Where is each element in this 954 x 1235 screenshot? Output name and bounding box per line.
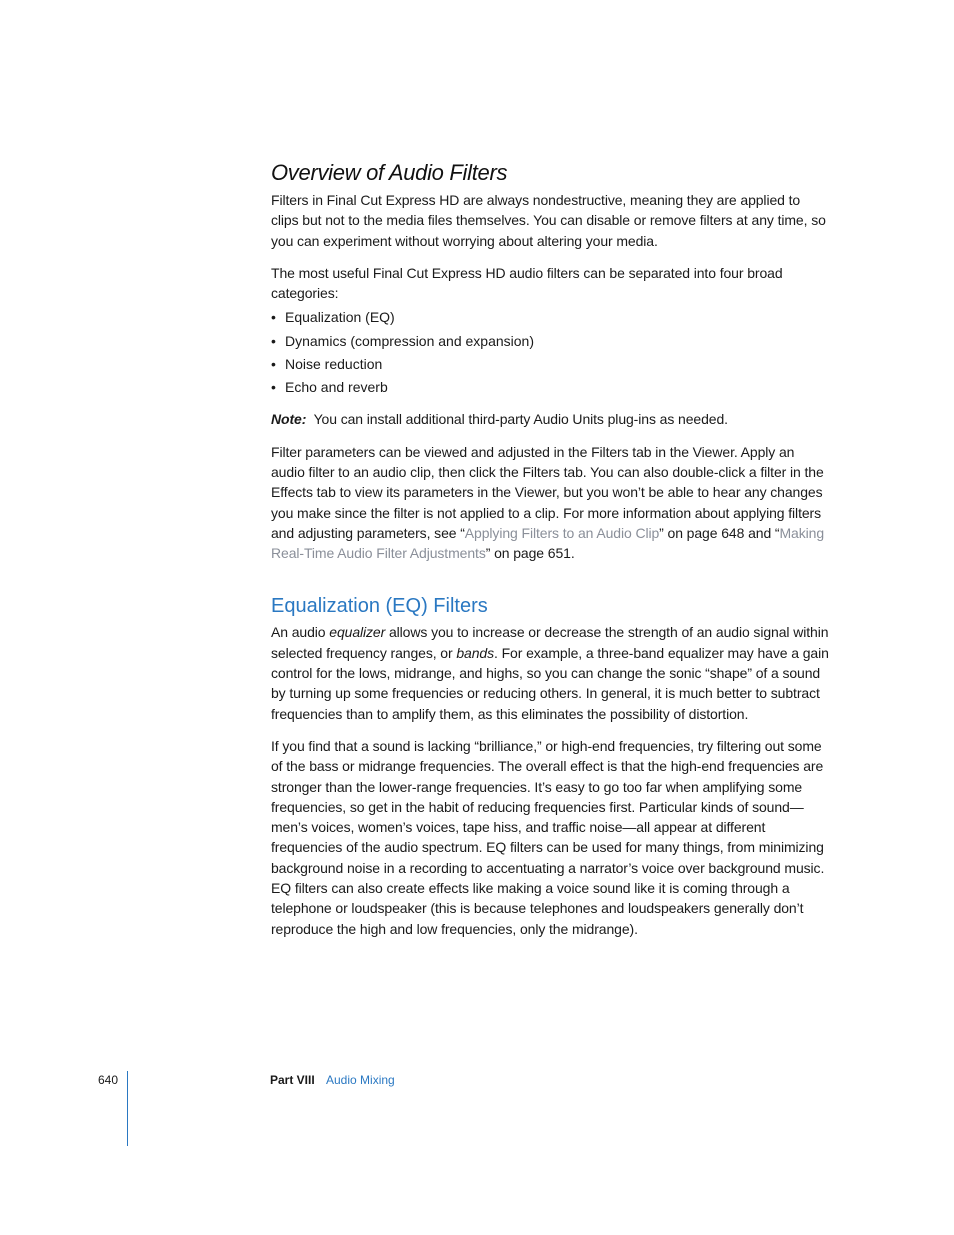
page-number: 640 bbox=[98, 1073, 119, 1087]
link-applying-filters[interactable]: Applying Filters to an Audio Clip bbox=[464, 524, 660, 541]
section-title-eq: Equalization (EQ) Filters bbox=[271, 595, 488, 618]
list-item bbox=[271, 354, 831, 374]
link-realtime-adjustments[interactable]: Making Real-Time Audio Filter Adjustments bbox=[271, 524, 825, 562]
paragraph-eq-1 bbox=[271, 622, 831, 723]
section-title-overview: Overview of Audio Filters bbox=[271, 160, 508, 185]
paragraph-eq-2: If you find that a sound is lacking “brilliance,” or high-end frequencies, try filtering out some of the bass or midrange frequencies. The overall effect is that the high-end frequencies are stronger than the lower-range frequencies. It’s easy to go too far when amplifying some frequencies, so get in the habit of reducing frequencies first. Particular kinds of sound—men’s voices, women’s voices, tape hiss, and traffic noise—all appear at different frequencies of the audio spectrum. EQ filters can be used for many things, from minimizing background noise in a recording to accentuating a narrator’s voice over background music. EQ filters can also create effects like making a voice sound like it is coming through a telephone or loudspeaker (this is because telephones and loudspeakers generally don’t reproduce the high and low frequencies, only the midrange). bbox=[271, 737, 825, 937]
bullet-icon: • bbox=[271, 379, 276, 396]
list-item-text: Dynamics (compression and expansion) bbox=[285, 332, 534, 349]
list-item bbox=[271, 331, 831, 351]
paragraph-text: ” on page 651. bbox=[485, 545, 575, 562]
list-item bbox=[271, 377, 831, 397]
paragraph-text: Filter parameters can be viewed and adjusted in the Filters tab in the Viewer. Apply an audio filter to an audio clip, then click the Filters tab. You can also double-click a filter in the Effects tab to view its parameters in the Viewer, but you won’t be able to hear any changes you make since the filter is not applied to a clip. For more information about applying filters and adjusting parameters, see “ bbox=[271, 443, 824, 541]
note-paragraph bbox=[271, 409, 831, 429]
paragraph-text: allows you to increase or decrease the strength of an audio signal within selected frequency ranges, or bbox=[271, 624, 829, 661]
term-equalizer: equalizer bbox=[329, 624, 386, 641]
paragraph-text: . For example, a three-band equalizer may have a gain control for the lows, midrange, and highs, so you can change the sonic “shape” of a sound by turning up some frequencies or reducing others. In general, it is much better to subtract frequencies than to amplify them, as this eliminates the possibility of distortion. bbox=[271, 644, 829, 722]
paragraph-overview-1: Filters in Final Cut Express HD are always nondestructive, meaning they are applied to clips but not to the media files themselves. You can disable or remove filters at any time, so you can experiment without worrying about altering your media. bbox=[271, 192, 826, 249]
note-label: Note: bbox=[271, 411, 307, 428]
bullet-icon: • bbox=[271, 356, 276, 373]
footer-divider bbox=[127, 1071, 128, 1146]
bullet-icon: • bbox=[271, 332, 276, 349]
paragraph-overview-3 bbox=[271, 442, 831, 564]
paragraph-overview-2: The most useful Final Cut Express HD audio filters can be separated into four broad categories: bbox=[271, 264, 783, 302]
footer-part: Part VIII bbox=[270, 1073, 315, 1087]
list-item-text: Noise reduction bbox=[285, 356, 383, 373]
list-item-text: Equalization (EQ) bbox=[285, 309, 395, 326]
note-text: You can install additional third-party Audio Units plug-ins as needed. bbox=[313, 411, 728, 428]
page-content bbox=[271, 160, 831, 939]
list-item-text: Echo and reverb bbox=[285, 379, 388, 396]
paragraph-text: An audio bbox=[271, 624, 330, 641]
footer-chapter: Audio Mixing bbox=[326, 1073, 395, 1087]
category-list bbox=[271, 307, 831, 397]
list-item bbox=[271, 307, 831, 327]
bullet-icon: • bbox=[271, 309, 276, 326]
term-bands: bands bbox=[456, 644, 494, 661]
paragraph-text: ” on page 648 and “ bbox=[659, 524, 780, 541]
